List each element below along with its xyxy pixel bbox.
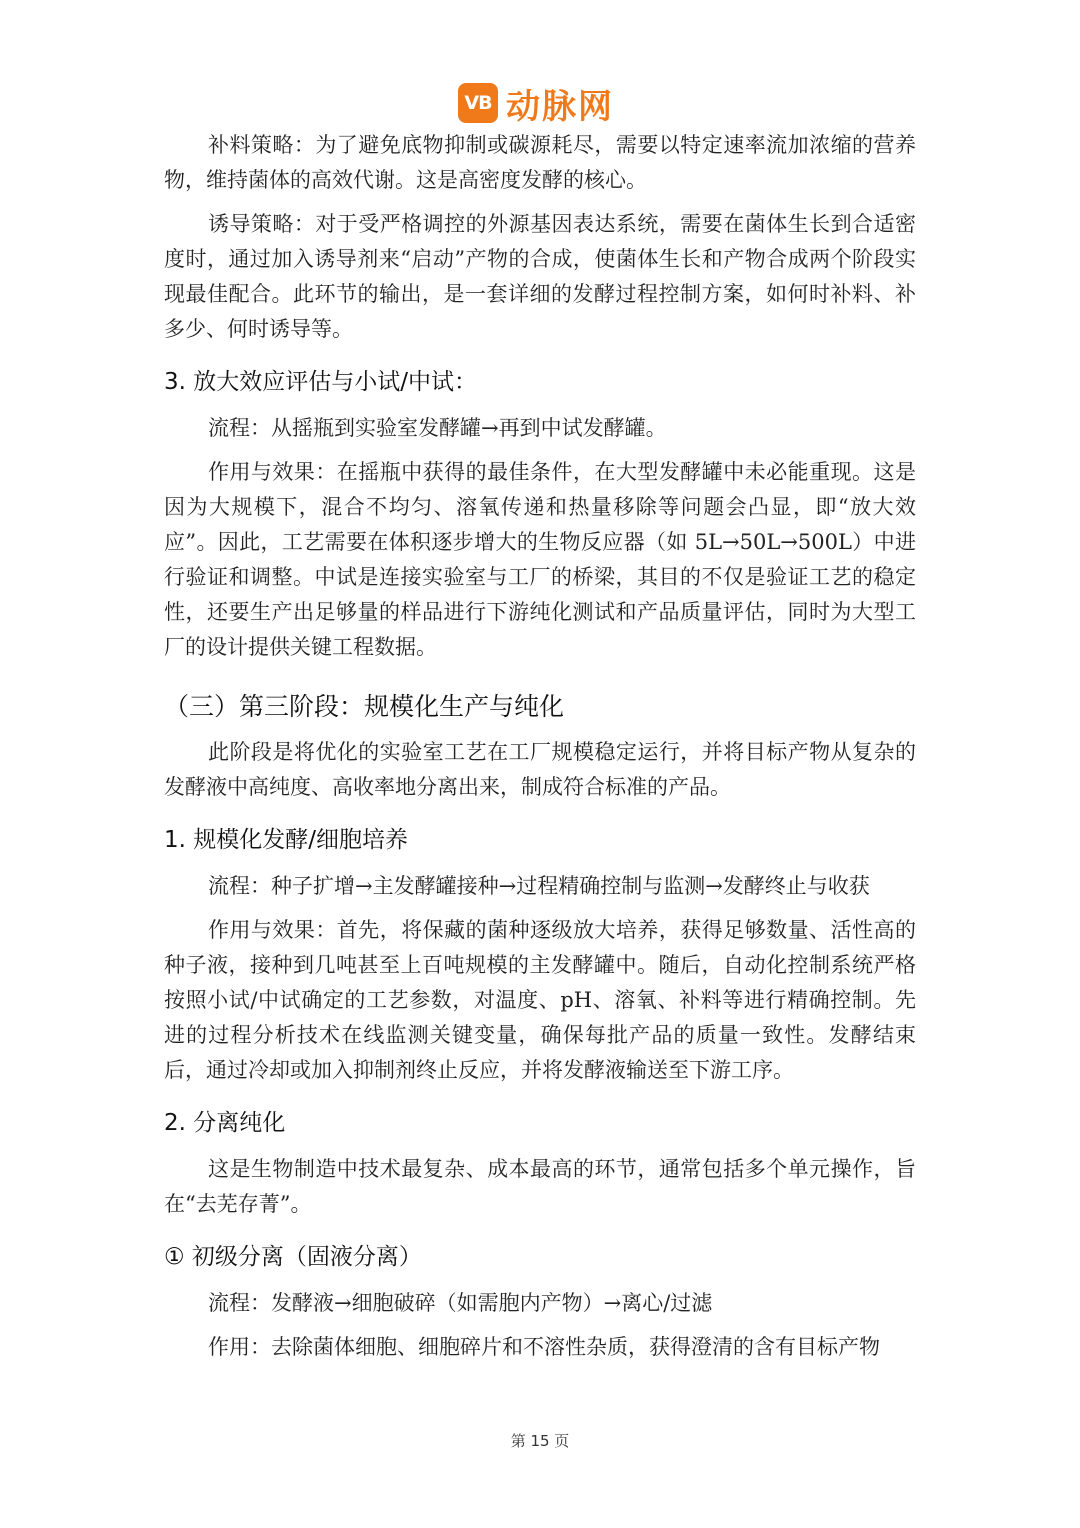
brand-logo (458, 80, 614, 126)
logo-text: 动脉网 (506, 86, 614, 127)
paragraph-fermentation-effect: 作用与效果：首先，将保藏的菌种逐级放大培养，获得足够数量、活性高的种子液，接种到几吨甚至上百吨规模的主发酵罐中。随后，自动化控制系统严格按照小试/中试确定的工艺参数，对温度、pH、溶氧、补料等进行精确控制。先进的过程分析技术在线监测关键变量，确保每批产品的质量一致性。发酵结束后，通过冷却或加入抑制剂终止反应，并将发酵液输送至下游工序。 (164, 918, 916, 1082)
paragraph-primary-effect: 作用：去除菌体细胞、细胞碎片和不溶性杂质，获得澄清的含有目标产物 (208, 1335, 880, 1359)
paragraph-fermentation-process: 流程：种子扩增→主发酵罐接种→过程精确控制与监测→发酵终止与收获 (208, 874, 870, 898)
paragraph-scale-up-effect: 作用与效果：在摇瓶中获得的最佳条件，在大型发酵罐中未必能重现。这是因为大规模下，混合不均匀、溶氧传递和热量移除等问题会凸显，即“放大效应”。因此，工艺需要在体积逐步增大的生物反应器（如 5L→50L→500L）中进行验证和调整。中试是连接实验室与工厂的桥梁，其目的不仅是验证工艺的稳定性，还要生产出足够量的样品进行下游纯化测试和产品质量评估，同时为大型工厂的设计提供关键工程数据。 (164, 460, 916, 659)
paragraph-scale-up-process: 流程：从摇瓶到实验室发酵罐→再到中试发酵罐。 (208, 416, 667, 440)
heading-primary-separation: ① 初级分离（固液分离） (164, 1244, 422, 1270)
heading-separation-purification: 2. 分离纯化 (164, 1110, 286, 1136)
heading-scale-up-evaluation: 3. 放大效应评估与小试/中试： (164, 369, 478, 395)
paragraph-stage-three-intro: 此阶段是将优化的实验室工艺在工厂规模稳定运行，并将目标产物从复杂的发酵液中高纯度、高收率地分离出来，制成符合标准的产品。 (164, 740, 916, 799)
page-number: 第 15 页 (510, 1432, 570, 1450)
logo-mark-icon: VB (458, 83, 498, 123)
paragraph-purification-intro: 这是生物制造中技术最复杂、成本最高的环节，通常包括多个单元操作，旨在“去芜存菁”。 (164, 1157, 916, 1216)
paragraph-primary-process: 流程：发酵液→细胞破碎（如需胞内产物）→离心/过滤 (208, 1291, 713, 1315)
heading-stage-three: （三）第三阶段：规模化生产与纯化 (164, 692, 565, 721)
paragraph-feeding-strategy: 补料策略：为了避免底物抑制或碳源耗尽，需要以特定速率流加浓缩的营养物，维持菌体的高效代谢。这是高密度发酵的核心。 (164, 133, 916, 192)
heading-scaled-fermentation: 1. 规模化发酵/细胞培养 (164, 827, 409, 853)
document-body (164, 128, 916, 1374)
paragraph-induction-strategy: 诱导策略：对于受严格调控的外源基因表达系统，需要在菌体生长到合适密度时，通过加入诱导剂来“启动”产物的合成，使菌体生长和产物合成两个阶段实现最佳配合。此环节的输出，是一套详细的发酵过程控制方案，如何时补料、补多少、何时诱导等。 (164, 212, 916, 341)
